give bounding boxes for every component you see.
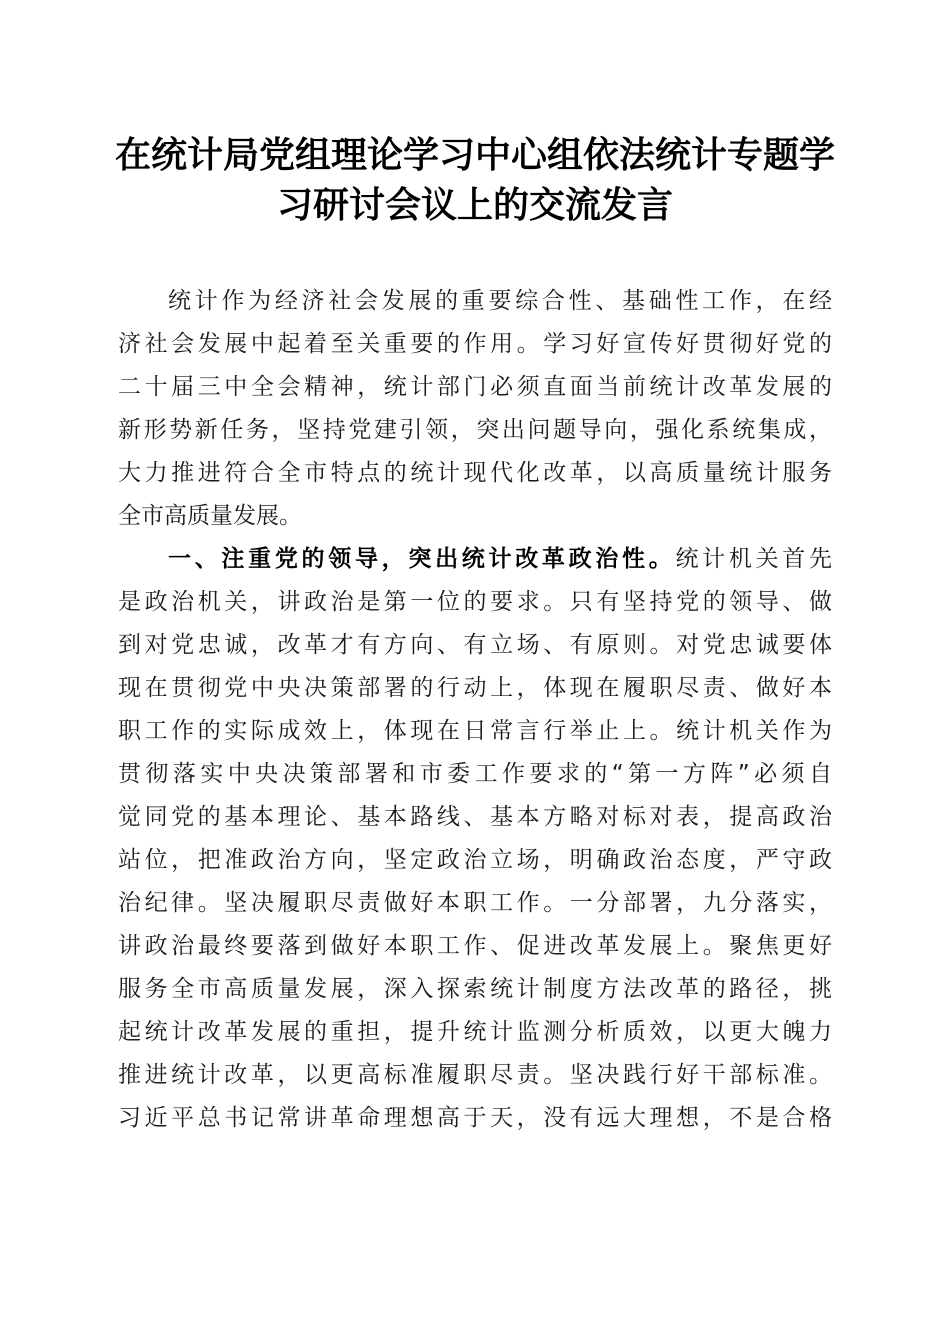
- paragraph-line: 统计作为经济社会发展的重要综合性、基础性工作，在经: [168, 288, 832, 314]
- document-body: [118, 280, 832, 1140]
- intro-paragraph: [118, 280, 832, 538]
- paragraph-line: 新形势新任务，坚持党建引领，突出问题导向，强化系统集成，: [118, 417, 832, 443]
- paragraph-line: 觉同党的基本理论、基本路线、基本方略对标对表，提高政治: [118, 804, 832, 830]
- paragraph-line: 全市高质量发展。: [118, 503, 302, 529]
- document-title: [100, 130, 850, 230]
- paragraph-line: 服务全市高质量发展，深入探索统计制度方法改革的路径，挑: [118, 976, 832, 1002]
- paragraph-line: 到对党忠诚，改革才有方向、有立场、有原则。对党忠诚要体: [118, 632, 832, 658]
- paragraph-line: 习近平总书记常讲革命理想高于天，没有远大理想，不是合格: [118, 1105, 832, 1131]
- section-1-paragraph: [118, 538, 832, 1140]
- paragraph-line: 是政治机关，讲政治是第一位的要求。只有坚持党的领导、做: [118, 589, 832, 615]
- paragraph-line: 站位，把准政治方向，坚定政治立场，明确政治态度，严守政: [118, 847, 832, 873]
- section-1-heading: 一、注重党的领导，突出统计改革政治性。: [168, 546, 676, 572]
- paragraph-line: 贯彻落实中央决策部署和市委工作要求的“第一方阵”必须自: [118, 761, 832, 787]
- paragraph-line: 二十届三中全会精神，统计部门必须直面当前统计改革发展的: [118, 374, 832, 400]
- paragraph-line: 讲政治最终要落到做好本职工作、促进改革发展上。聚焦更好: [118, 933, 832, 959]
- paragraph-line: 推进统计改革，以更高标准履职尽责。坚决践行好干部标准。: [118, 1062, 832, 1088]
- paragraph-line: 职工作的实际成效上，体现在日常言行举止上。统计机关作为: [118, 718, 832, 744]
- paragraph-line: 治纪律。坚决履职尽责做好本职工作。一分部署，九分落实，: [118, 890, 832, 916]
- paragraph-line: 大力推进符合全市特点的统计现代化改革，以高质量统计服务: [118, 460, 832, 486]
- section-1-first-line: [118, 538, 832, 581]
- title-line-1: 在统计局党组理论学习中心组依法统计专题学: [114, 134, 835, 176]
- section-1-first-line-rest: 统计机关首先: [675, 546, 833, 572]
- paragraph-line: 现在贯彻党中央决策部署的行动上，体现在履职尽责、做好本: [118, 675, 832, 701]
- paragraph-line: 起统计改革发展的重担，提升统计监测分析质效，以更大魄力: [118, 1019, 832, 1045]
- title-line-2: 习研讨会议上的交流发言: [276, 184, 673, 226]
- paragraph-line: 济社会发展中起着至关重要的作用。学习好宣传好贯彻好党的: [118, 331, 832, 357]
